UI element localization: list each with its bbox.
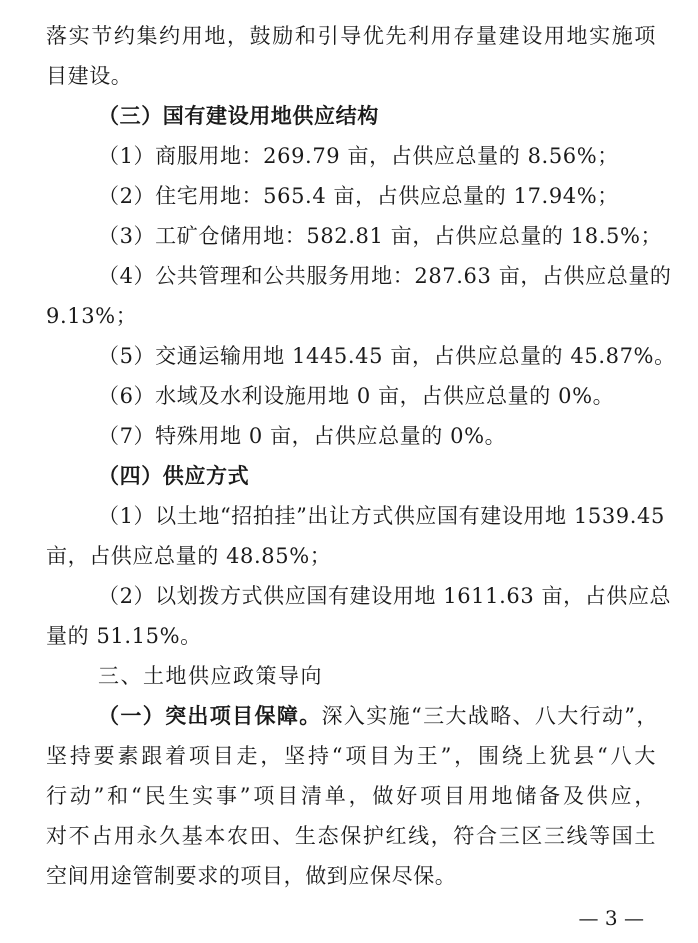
policy-para-1-line-1-rest: 深入实施“三大战略、八大行动”， bbox=[321, 704, 659, 728]
structure-item-5: （5）交通运输用地 1445.45 亩，占供应总量的 45.87%。 bbox=[98, 344, 676, 368]
method-item-1-line-2: 亩，占供应总量的 48.85%； bbox=[46, 544, 332, 568]
method-item-1-line-1: （1）以土地“招拍挂”出让方式供应国有建设用地 1539.45 bbox=[98, 504, 665, 528]
structure-item-7: （7）特殊用地 0 亩，占供应总量的 0%。 bbox=[98, 424, 507, 448]
policy-para-1-line-2: 坚持要素跟着项目走，坚持“项目为王”，围绕上犹县“八大 bbox=[46, 744, 656, 768]
structure-item-1: （1）商服用地：269.79 亩，占供应总量的 8.56%； bbox=[98, 144, 619, 168]
policy-para-1-line-1 bbox=[98, 702, 658, 730]
structure-item-4-line-2: 9.13%； bbox=[46, 304, 138, 328]
page-number: — 3 — bbox=[578, 906, 644, 930]
policy-para-1-line-3: 行动”和“民生实事”项目清单，做好项目用地储备及供应， bbox=[46, 784, 656, 808]
section-policy-heading: 三、土地供应政策导向 bbox=[98, 664, 323, 688]
section-method-heading: （四）供应方式 bbox=[98, 463, 250, 488]
method-item-2-line-1: （2）以划拨方式供应国有建设用地 1611.63 亩，占供应总 bbox=[98, 584, 672, 608]
structure-item-4-line-1: （4）公共管理和公共服务用地：287.63 亩，占供应总量的 bbox=[98, 264, 672, 288]
policy-para-1-lead: （一）突出项目保障。 bbox=[98, 703, 322, 728]
structure-item-3: （3）工矿仓储用地：582.81 亩，占供应总量的 18.5%； bbox=[98, 224, 663, 248]
policy-para-1-line-5: 空间用途管制要求的项目，做到应保尽保。 bbox=[46, 864, 457, 888]
intro-line-2: 目建设。 bbox=[46, 64, 133, 88]
structure-item-2: （2）住宅用地：565.4 亩，占供应总量的 17.94%； bbox=[98, 184, 619, 208]
structure-item-6: （6）水域及水利设施用地 0 亩，占供应总量的 0%。 bbox=[98, 384, 615, 408]
method-item-2-line-2: 量的 51.15%。 bbox=[46, 624, 202, 648]
section-structure-heading: （三）国有建设用地供应结构 bbox=[98, 103, 379, 128]
policy-para-1-line-4: 对不占用永久基本农田、生态保护红线，符合三区三线等国土 bbox=[46, 824, 656, 848]
intro-line-1: 落实节约集约用地，鼓励和引导优先利用存量建设用地实施项 bbox=[46, 24, 656, 48]
